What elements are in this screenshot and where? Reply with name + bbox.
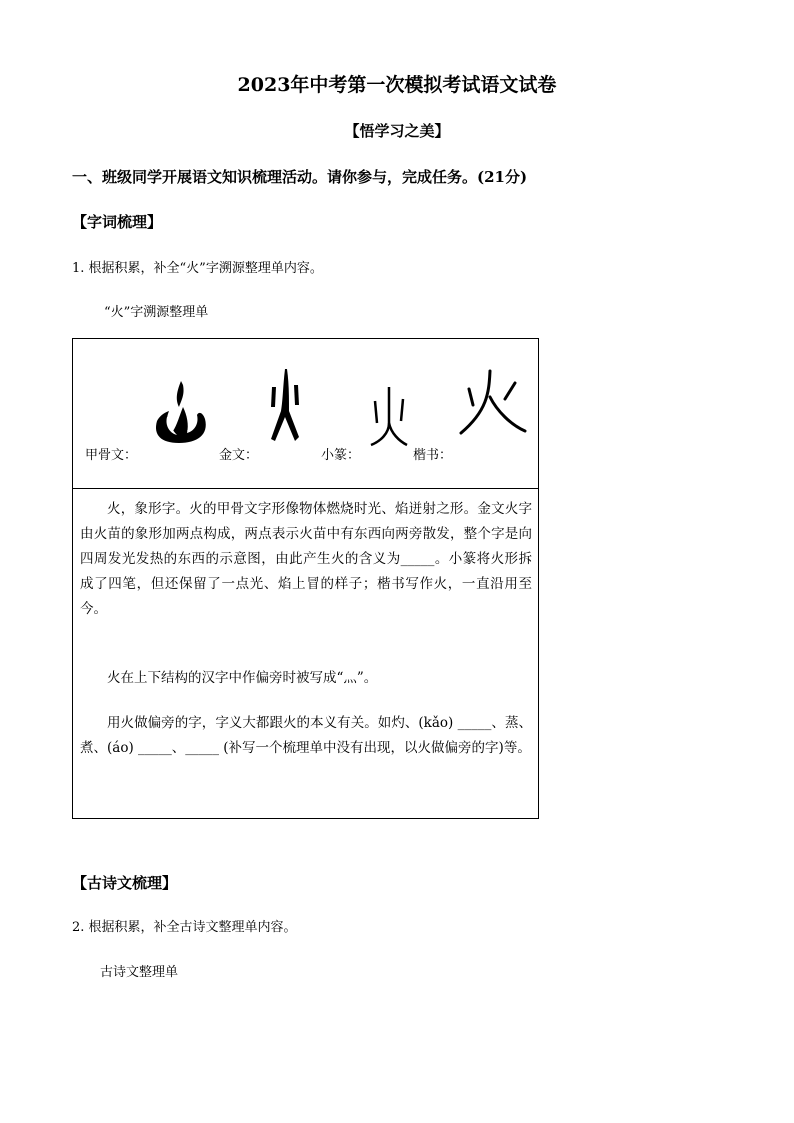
explanation-paragraph-1: 火，象形字。火的甲骨文字形像物体燃烧时光、焰迸射之形。金文火字由火苗的象形加两点构成，两点表示火苗中有东西向两旁散发，整个字是向四周发光发热的东西的示意图，由此产生火的含义为_____。小篆将火形拆成了四笔，但还保留了一点光、焰上冒的样子；楷书写作火，一直沿用至今。: [80, 501, 532, 617]
fire-origin-table: [72, 338, 539, 819]
table-caption-poetry: 古诗文整理单: [100, 965, 179, 980]
subheading-words: 【字词梳理】: [72, 213, 163, 231]
explanation-paragraph-2: 火在上下结构的汉字中作偏旁时被写成“灬”。: [107, 670, 378, 686]
question-2: 2. 根据积累，补全古诗文整理单内容。: [72, 920, 297, 935]
table-caption-fire: “火”字溯源整理单: [104, 305, 209, 320]
table-row-divider: [73, 488, 538, 489]
subheading-poetry: 【古诗文梳理】: [72, 874, 178, 892]
label-bronze: 金文：: [219, 448, 259, 463]
bronze-fire-glyph-icon: [267, 365, 303, 445]
regular-script-fire-glyph-icon: [457, 367, 527, 437]
section-heading: 一、班级同学开展语文知识梳理活动。请你参与，完成任务。(21分): [72, 168, 528, 186]
page-title: 2023年中考第一次模拟考试语文试卷: [237, 74, 557, 96]
question-1: 1. 根据积累，补全“火”字溯源整理单内容。: [72, 261, 323, 276]
section-banner: 【悟学习之美】: [344, 122, 450, 140]
label-regular-script: 楷书：: [413, 448, 453, 463]
label-oracle-bone: 甲骨文：: [85, 448, 138, 463]
label-small-seal: 小篆：: [321, 448, 361, 463]
small-seal-fire-glyph-icon: [367, 383, 411, 449]
explanation-paragraph-3: 用火做偏旁的字，字义大都跟火的本义有关。如灼、(kǎo) _____、蒸、煮、(áo) _____、_____ (补写一个梳理单中没有出现，以火做偏旁的字)等。: [80, 715, 532, 756]
oracle-bone-fire-glyph-icon: [147, 377, 219, 447]
